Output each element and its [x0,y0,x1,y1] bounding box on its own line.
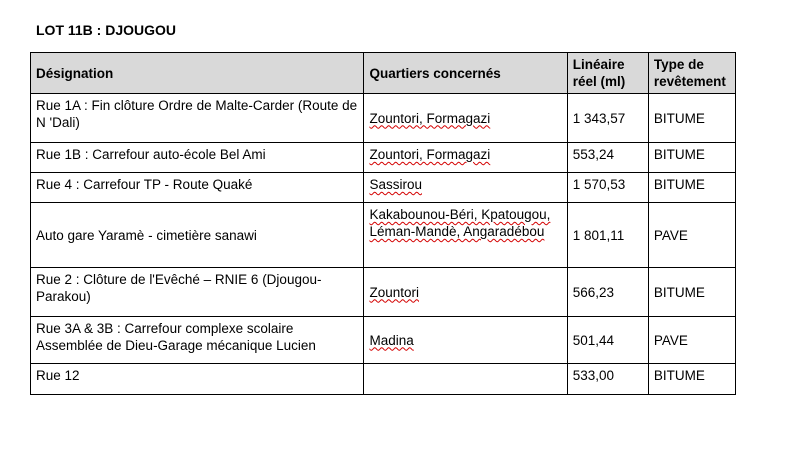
cell-quartiers [364,317,567,364]
cell-lineaire: 533,00 [567,364,648,395]
header-lineaire: Linéaire réel (ml) [567,53,648,94]
cell-lineaire: 1 343,57 [567,94,648,143]
cell-type: PAVE [648,317,735,364]
cell-designation: Rue 2 : Clôture de l'Evêché – RNIE 6 (Djougou-Parakou) [31,268,364,317]
cell-type: BITUME [648,364,735,395]
cell-designation: Rue 1B : Carrefour auto-école Bel Ami [31,143,364,173]
table-row [31,268,736,317]
cell-type: BITUME [648,94,735,143]
cell-designation: Rue 1A : Fin clôture Ordre de Malte-Carder (Route de N 'Dali) [31,94,364,143]
cell-type: BITUME [648,143,735,173]
cell-lineaire: 1 570,53 [567,173,648,203]
cell-designation: Rue 3A & 3B : Carrefour complexe scolaire Assemblée de Dieu-Garage mécanique Lucien [31,317,364,364]
document-title: LOT 11B : DJOUGOU [36,22,177,38]
cell-designation: Rue 12 [31,364,364,395]
cell-lineaire: 553,24 [567,143,648,173]
cell-designation: Rue 4 : Carrefour TP - Route Quaké [31,173,364,203]
table-row [31,317,736,364]
cell-lineaire: 501,44 [567,317,648,364]
cell-quartiers [364,268,567,317]
cell-quartiers [364,94,567,143]
table-row [31,173,736,203]
header-quartiers: Quartiers concernés [364,53,567,94]
quartiers-text: Sassirou [369,177,422,192]
table-header-row [31,53,736,94]
cell-type: BITUME [648,173,735,203]
cell-quartiers [364,143,567,173]
cell-quartiers [364,173,567,203]
table-row [31,94,736,143]
table-row [31,364,736,395]
quartiers-text: Zountori, Formagazi [369,110,491,126]
roads-table [30,52,736,395]
quartiers-text: Kakabounou-Béri, Kpatougou, Léman-Mandè, Angaradébou [369,207,551,239]
header-type: Type de revêtement [648,53,735,94]
quartiers-text: Madina [369,332,414,348]
cell-quartiers [364,364,567,395]
quartiers-text: Zountori [369,284,419,300]
cell-lineaire: 566,23 [567,268,648,317]
cell-type: BITUME [648,268,735,317]
table-row [31,203,736,268]
table-row [31,143,736,173]
header-designation: Désignation [31,53,364,94]
cell-type: PAVE [648,203,735,268]
quartiers-text: Zountori, Formagazi [369,147,491,162]
cell-lineaire: 1 801,11 [567,203,648,268]
cell-designation: Auto gare Yaramè - cimetière sanawi [31,203,364,268]
cell-quartiers [364,203,567,268]
